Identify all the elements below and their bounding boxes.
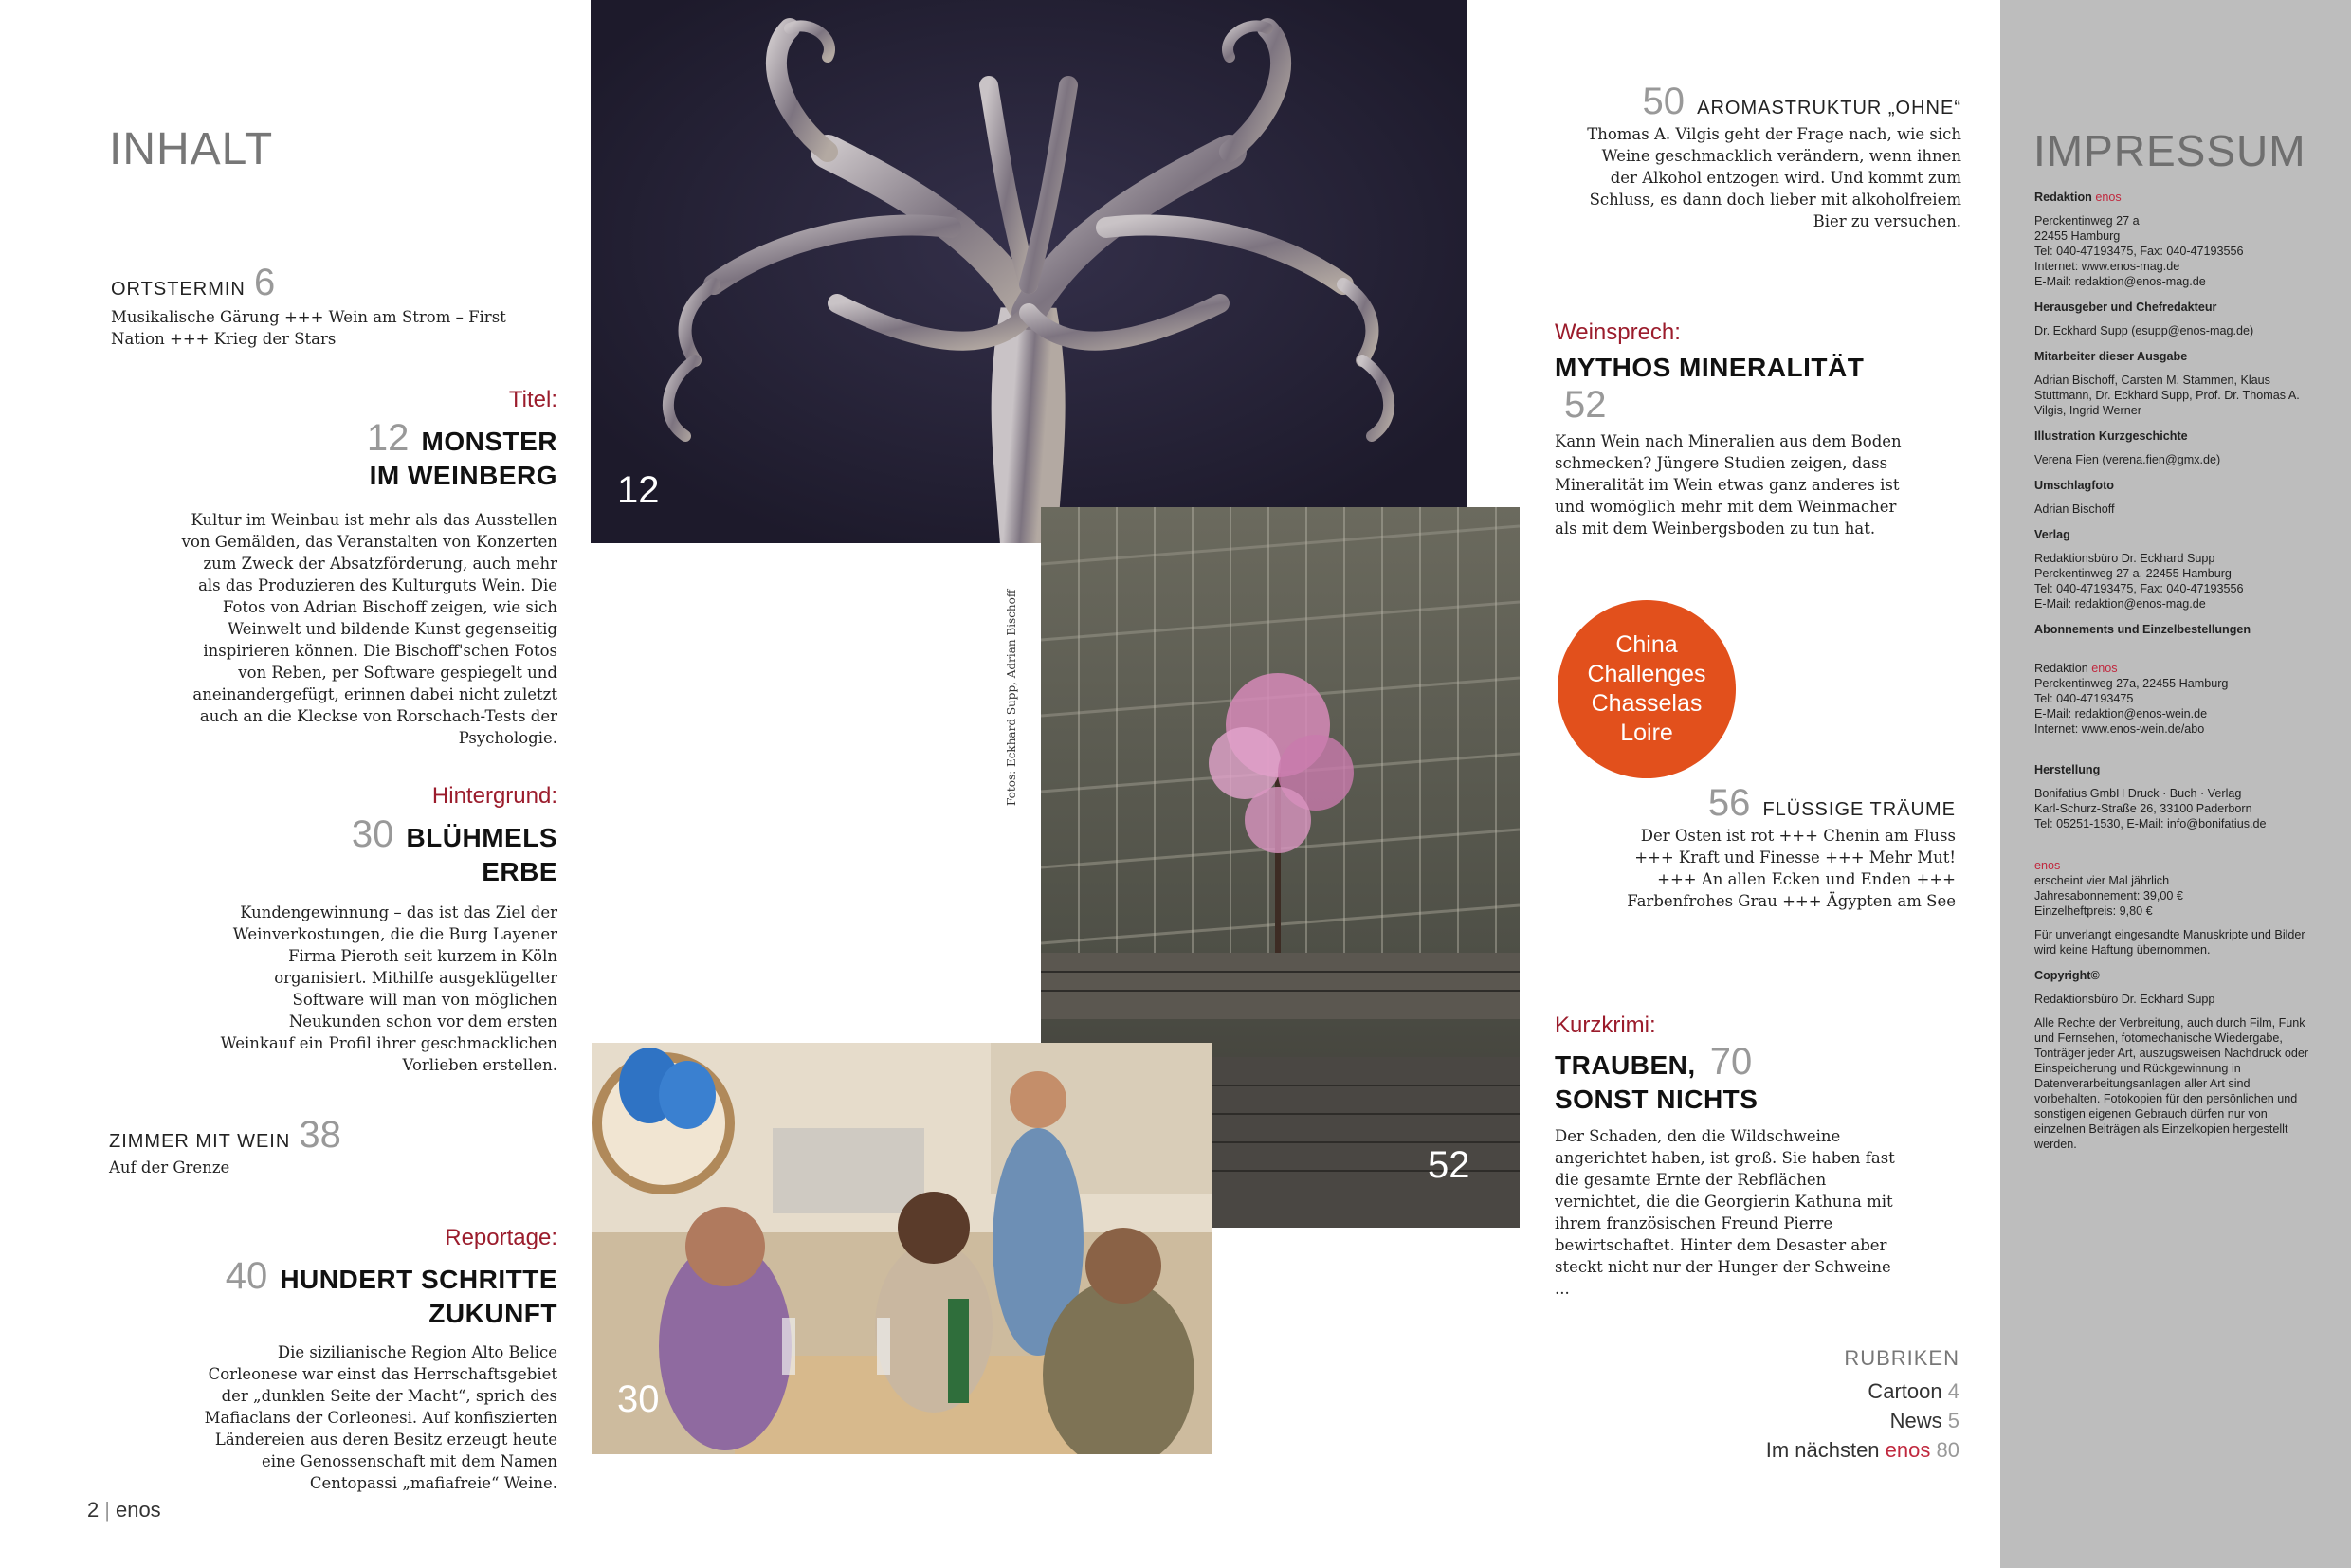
imp-text-copyright: Redaktionsbüro Dr. Eckhard Supp (2034, 993, 2215, 1006)
entry-text: Kundengewinnung – das ist das Ziel der Weinverkostungen, die die Burg Layener Firma Pieroth seit kurzem in Köln organisiert. Mithilfe ausgeklügelter Software will man von möglichen Neukunden schon vor dem ersten Weinkauf ein Profil ihrer geschmacklichen Vorlieben erstellen. (220, 903, 557, 1074)
page-number: 38 (299, 1114, 341, 1156)
entry-headline-line2: ZUKUNFT (428, 1299, 557, 1328)
rubrik-item-next-issue[interactable]: Im nächsten enos 80 (1765, 1438, 1959, 1462)
toc-entry-mythos[interactable] (1555, 319, 1915, 539)
entry-kicker: Titel: (508, 387, 557, 412)
vine-illustration (591, 0, 1467, 543)
entry-headline: TRAUBEN, (1555, 1050, 1696, 1080)
entry-text: Die sizilianische Region Alto Belice Corleonese war einst das Herrschaftsgebiet der „dunklen Seite der Macht“, sprich des Mafiaclans der Corleonesi. Auf konfiszierten Ländereien aus deren Besitz erzeugt heute eine Genossenschaft mit dem Namen Centopassi „mafiafreie“ Weine. (204, 1343, 557, 1492)
toc-entry-aroma[interactable] (1574, 81, 1961, 232)
imp-heading-herausgeber: Herausgeber und Chefredakteur (2034, 301, 2217, 314)
imp-text-haftung: Für unverlangt eingesandte Manuskripte und Bilder wird keine Haftung übernommen. (2034, 928, 2305, 957)
imp-text-herstellung: Bonifatius GmbH Druck · Buch · Verlag Karl-Schurz-Straße 26, 33100 Paderborn Tel: 05251-1530, E-Mail: info@bonifatius.de (2034, 787, 2267, 830)
badge-line: Challenges (1587, 661, 1706, 687)
page-number: 70 (1709, 1041, 1753, 1083)
imp-text-illustration: Verena Fien (verena.fien@gmx.de) (2034, 453, 2221, 466)
page-number: 30 (351, 813, 394, 855)
entry-kicker: Weinsprech: (1555, 319, 1681, 345)
entry-label: FLÜSSIGE TRÄUME (1762, 799, 1956, 820)
badge-line: Loire (1620, 720, 1673, 746)
entry-text: Der Schaden, den die Wildschweine angerichtet haben, ist groß. Sie haben fast die gesamte Ernte der Rebflächen vernichtet, die die Georgierin Kathuna mit ihrem französischen Freund Pierre bewirtschaftet. Hinter dem Desaster aber steckt nicht nur der Hunger der Schweine ... (1555, 1127, 1895, 1298)
entry-text: Auf der Grenze (109, 1158, 230, 1176)
imp-heading-copyright: Copyright© (2034, 969, 2100, 982)
entry-kicker: Kurzkrimi: (1555, 1012, 1656, 1038)
imp-heading-mitarbeiter: Mitarbeiter dieser Ausgabe (2034, 350, 2188, 363)
page-number: 50 (1642, 81, 1686, 122)
imp-heading-herstellung: Herstellung (2034, 763, 2101, 776)
entry-text: Der Osten ist rot +++ Chenin am Fluss +++ Kraft und Finesse +++ Mehr Mut! +++ An allen Ecken und Enden +++ Farbenfrohes Grau +++ Ägypten am See (1627, 827, 1956, 910)
brand-logo: enos (2034, 859, 2061, 872)
imp-text-redaktion: Perckentinweg 27 a 22455 Hamburg Tel: 040-47193475, Fax: 040-47193556 Internet: www.enos-mag.de E-Mail: redaktion@enos-mag.de (2034, 214, 2244, 288)
toc-entry-bluehmel[interactable] (218, 783, 557, 1076)
imp-text-erscheint: enos erscheint vier Mal jährlich Jahresabonnement: 39,00 € Einzelheftpreis: 9,80 € (2034, 859, 2183, 918)
imp-text-umschlag: Adrian Bischoff (2034, 502, 2115, 516)
rubrik-item-news[interactable]: News 5 (1889, 1409, 1959, 1432)
toc-entry-monster[interactable] (180, 387, 557, 749)
tasting-illustration (592, 1043, 1212, 1454)
topics-badge[interactable] (1558, 600, 1736, 778)
page-number: 12 (366, 417, 410, 459)
image-page-number: 12 (617, 469, 660, 511)
brand-logo: enos (2091, 662, 2118, 675)
entry-text: Kultur im Weinbau ist mehr als das Ausstellen von Gemälden, das Veranstalten von Konzerten zum Zweck der Absatzförderung, auch mehr als das Produzieren des Kulturguts Wein. Die Fotos von Adrian Bischoff zeigen, wie sich Weinwelt und bildende Kunst gegenseitig inspirieren können. Die Bischoff'schen Fotos von Reben, per Software gespiegelt und aneinandergefügt, erinnen dabei nicht zuletzt auch an die Kleckse von Rorschach-Tests der Psychologie. (181, 511, 557, 747)
entry-label: AROMASTRUKTUR „OHNE“ (1697, 98, 1961, 119)
rubrik-item-cartoon[interactable]: Cartoon 4 (1868, 1379, 1959, 1403)
page-number: 6 (253, 262, 276, 303)
imp-heading-verlag: Verlag (2034, 528, 2070, 541)
imp-heading-illustration: Illustration Kurzgeschichte (2034, 429, 2188, 443)
impressum-body (2034, 190, 2309, 1152)
badge-line: Chasselas (1591, 690, 1703, 717)
entry-headline: MONSTER (421, 427, 557, 456)
imp-text-rechte: Alle Rechte der Verbreitung, auch durch Film, Funk und Fernsehen, fotomechanische Wiedergabe, Tonträger jeder Art, auszugsweisen Nachdruck oder Einspeicherung und Rückgewinnung in Datenverarbeitungsanlagen aller Art sind vorbehalten. Fotokopien für den persönlichen und sonstigen eigenen Gebrauch dürfen nur von einzelnen Beiträgen als Einzelkopien hergestellt werden. (2034, 1016, 2309, 1151)
imp-heading-abo: Abonnements und Einzelbestellungen (2034, 623, 2251, 636)
inhalt-heading: INHALT (109, 124, 274, 174)
photo-wine-tasting (592, 1043, 1212, 1454)
entry-headline: BLÜHMELS (406, 823, 557, 852)
entry-text: Kann Wein nach Mineralien aus dem Boden schmecken? Jüngere Studien zeigen, dass Mineralität im Wein etwas ganz anderes ist und womöglich mehr mit dem Weinmacher als mit dem Weinbergsboden zu tun hat. (1555, 432, 1902, 538)
brand-logo: enos (1885, 1438, 1931, 1462)
page-number: 40 (225, 1255, 268, 1297)
imp-text-abo: Redaktion enos Perckentinweg 27a, 22455 Hamburg Tel: 040-47193475 E-Mail: redaktion@enos-wein.de Internet: www.enos-wein.de/abo (2034, 662, 2229, 736)
photo-credit: Fotos: Eckhard Supp, Adrian Bischoff (1005, 589, 1018, 806)
entry-headline-line2: ERBE (482, 857, 557, 886)
brand-logo: enos (115, 1498, 161, 1522)
image-page-number: 52 (1428, 1144, 1470, 1186)
entry-headline-line2: IM WEINBERG (369, 461, 557, 490)
entry-label: ORTSTERMIN (111, 279, 246, 300)
imp-heading-redaktion: Redaktion enos (2034, 191, 2122, 204)
page-footer: 2 | enos (87, 1498, 161, 1522)
page-number: 52 (1564, 384, 1607, 426)
toc-entry-hundert[interactable] (190, 1225, 557, 1494)
brand-logo: enos (2095, 191, 2122, 204)
badge-line: China (1615, 631, 1678, 658)
toc-entry-trauben[interactable] (1555, 1012, 1896, 1300)
entry-kicker: Reportage: (445, 1225, 557, 1250)
entry-headline: HUNDERT SCHRITTE (280, 1265, 557, 1294)
rubriken-list (1687, 1346, 1959, 1465)
toc-entry-zimmer[interactable] (109, 1114, 422, 1178)
entry-headline: MYTHOS MINERALITÄT (1555, 353, 1865, 382)
toc-entry-fluessig[interactable] (1612, 782, 1956, 912)
entry-headline-line2: SONST NICHTS (1555, 1085, 1759, 1114)
rubriken-heading: RUBRIKEN (1844, 1346, 1959, 1370)
imp-text-verlag: Redaktionsbüro Dr. Eckhard Supp Perckentinweg 27 a, 22455 Hamburg Tel: 040-47193475, Fax: 040-47193556 E-Mail: redaktion@enos-mag.de (2034, 552, 2244, 611)
entry-kicker: Hintergrund: (431, 783, 557, 809)
image-page-number: 30 (617, 1378, 660, 1420)
imp-text-herausgeber: Dr. Eckhard Supp (esupp@enos-mag.de) (2034, 324, 2254, 337)
impressum-heading: IMPRESSUM (2033, 126, 2306, 175)
toc-entry-ortstermin[interactable] (111, 262, 556, 350)
imp-text-mitarbeiter: Adrian Bischoff, Carsten M. Stammen, Klaus Stuttmann, Dr. Eckhard Supp, Prof. Dr. Thomas A. Vilgis, Ingrid Werner (2034, 374, 2300, 417)
entry-text: Thomas A. Vilgis geht der Frage nach, wie sich Weine geschmacklich verändern, wenn ihnen der Alkohol entzogen wird. Und kommt zum Schluss, es dann doch lieber mit alkoholfreiem Bier zu versuchen. (1587, 125, 1961, 230)
photo-mirrored-vine (591, 0, 1467, 543)
imp-heading-umschlag: Umschlagfoto (2034, 479, 2114, 492)
entry-text: Musikalische Gärung +++ Wein am Strom – First Nation +++ Krieg der Stars (111, 308, 506, 348)
page-number: 2 (87, 1498, 100, 1522)
entry-label: ZIMMER MIT WEIN (109, 1131, 291, 1152)
page-number: 56 (1707, 782, 1751, 824)
